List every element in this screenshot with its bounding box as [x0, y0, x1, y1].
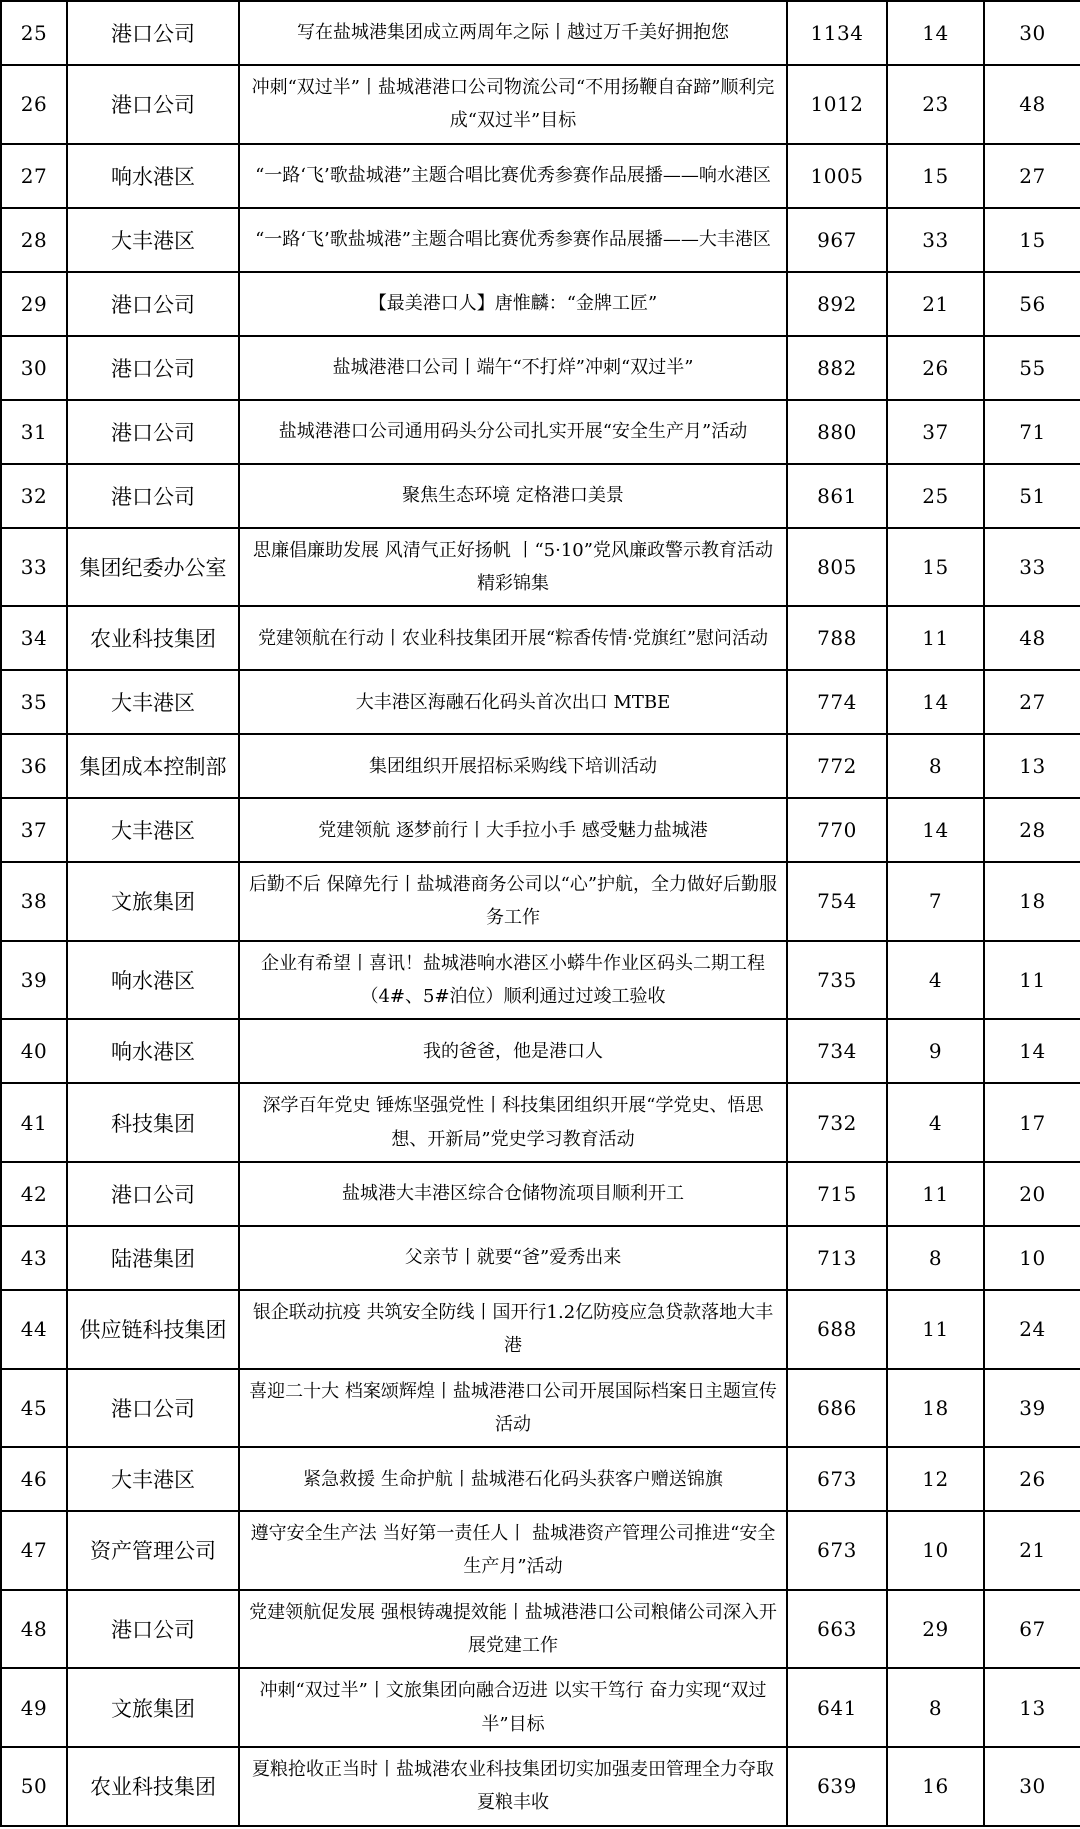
org-cell: 陆港集团 [67, 1226, 239, 1290]
shares-cell: 11 [984, 941, 1080, 1020]
views-cell: 641 [787, 1668, 887, 1747]
likes-cell: 9 [887, 1019, 984, 1083]
views-cell: 639 [787, 1747, 887, 1826]
shares-cell: 13 [984, 1668, 1080, 1747]
views-cell: 754 [787, 862, 887, 941]
views-cell: 770 [787, 798, 887, 862]
title-cell: 大丰港区海融石化码头首次出口 MTBE [239, 670, 787, 734]
table-row [1, 1290, 1080, 1369]
likes-cell: 21 [887, 272, 984, 336]
org-cell: 农业科技集团 [67, 1747, 239, 1826]
shares-cell: 67 [984, 1590, 1080, 1669]
org-cell: 港口公司 [67, 1162, 239, 1226]
likes-cell: 8 [887, 734, 984, 798]
shares-cell: 48 [984, 65, 1080, 144]
views-cell: 788 [787, 606, 887, 670]
title-cell: 思廉倡廉助发展 风清气正好扬帆 丨“5·10”党风廉政警示教育活动精彩锦集 [239, 528, 787, 607]
likes-cell: 4 [887, 941, 984, 1020]
org-cell: 大丰港区 [67, 798, 239, 862]
title-cell: 盐城港大丰港区综合仓储物流项目顺利开工 [239, 1162, 787, 1226]
shares-cell: 48 [984, 606, 1080, 670]
shares-cell: 10 [984, 1226, 1080, 1290]
table-row [1, 941, 1080, 1020]
title-cell: 冲刺“双过半”丨文旅集团向融合迈进 以实干笃行 奋力实现“双过半”目标 [239, 1668, 787, 1747]
table-row [1, 1, 1080, 65]
views-cell: 715 [787, 1162, 887, 1226]
views-cell: 774 [787, 670, 887, 734]
shares-cell: 13 [984, 734, 1080, 798]
org-cell: 港口公司 [67, 65, 239, 144]
rank-cell: 41 [1, 1083, 67, 1162]
likes-cell: 14 [887, 670, 984, 734]
org-cell: 资产管理公司 [67, 1511, 239, 1590]
table-row [1, 670, 1080, 734]
likes-cell: 29 [887, 1590, 984, 1669]
views-cell: 967 [787, 208, 887, 272]
views-cell: 1012 [787, 65, 887, 144]
likes-cell: 15 [887, 528, 984, 607]
org-cell: 响水港区 [67, 144, 239, 208]
table-row [1, 144, 1080, 208]
views-cell: 892 [787, 272, 887, 336]
shares-cell: 30 [984, 1747, 1080, 1826]
shares-cell: 15 [984, 208, 1080, 272]
likes-cell: 33 [887, 208, 984, 272]
views-cell: 732 [787, 1083, 887, 1162]
views-cell: 805 [787, 528, 887, 607]
title-cell: 【最美港口人】唐惟麟：“金牌工匠” [239, 272, 787, 336]
likes-cell: 7 [887, 862, 984, 941]
shares-cell: 30 [984, 1, 1080, 65]
rank-cell: 34 [1, 606, 67, 670]
rank-cell: 33 [1, 528, 67, 607]
likes-cell: 37 [887, 400, 984, 464]
likes-cell: 18 [887, 1369, 984, 1448]
org-cell: 大丰港区 [67, 1447, 239, 1511]
title-cell: 盐城港港口公司丨端午“不打烊”冲刺“双过半” [239, 336, 787, 400]
likes-cell: 11 [887, 1162, 984, 1226]
table-row [1, 464, 1080, 528]
likes-cell: 12 [887, 1447, 984, 1511]
shares-cell: 17 [984, 1083, 1080, 1162]
rank-cell: 49 [1, 1668, 67, 1747]
likes-cell: 4 [887, 1083, 984, 1162]
title-cell: 盐城港港口公司通用码头分公司扎实开展“安全生产月”活动 [239, 400, 787, 464]
title-cell: 父亲节丨就要“爸”爱秀出来 [239, 1226, 787, 1290]
shares-cell: 51 [984, 464, 1080, 528]
rank-cell: 28 [1, 208, 67, 272]
views-cell: 735 [787, 941, 887, 1020]
org-cell: 响水港区 [67, 1019, 239, 1083]
title-cell: “一路‘飞’歌盐城港”主题合唱比赛优秀参赛作品展播——响水港区 [239, 144, 787, 208]
likes-cell: 10 [887, 1511, 984, 1590]
table-row [1, 336, 1080, 400]
table-row [1, 208, 1080, 272]
shares-cell: 26 [984, 1447, 1080, 1511]
shares-cell: 14 [984, 1019, 1080, 1083]
likes-cell: 8 [887, 1226, 984, 1290]
shares-cell: 18 [984, 862, 1080, 941]
views-cell: 734 [787, 1019, 887, 1083]
rank-cell: 50 [1, 1747, 67, 1826]
table-row [1, 1019, 1080, 1083]
shares-cell: 28 [984, 798, 1080, 862]
org-cell: 港口公司 [67, 400, 239, 464]
org-cell: 响水港区 [67, 941, 239, 1020]
title-cell: 集团组织开展招标采购线下培训活动 [239, 734, 787, 798]
likes-cell: 16 [887, 1747, 984, 1826]
shares-cell: 24 [984, 1290, 1080, 1369]
rank-cell: 27 [1, 144, 67, 208]
table-row [1, 65, 1080, 144]
title-cell: 党建领航 逐梦前行丨大手拉小手 感受魅力盐城港 [239, 798, 787, 862]
views-cell: 688 [787, 1290, 887, 1369]
views-cell: 673 [787, 1447, 887, 1511]
views-cell: 1005 [787, 144, 887, 208]
shares-cell: 71 [984, 400, 1080, 464]
title-cell: 我的爸爸，他是港口人 [239, 1019, 787, 1083]
likes-cell: 11 [887, 606, 984, 670]
likes-cell: 15 [887, 144, 984, 208]
rank-cell: 37 [1, 798, 67, 862]
shares-cell: 20 [984, 1162, 1080, 1226]
likes-cell: 25 [887, 464, 984, 528]
rank-cell: 26 [1, 65, 67, 144]
table-row [1, 1162, 1080, 1226]
table-row [1, 1590, 1080, 1669]
title-cell: “一路‘飞’歌盐城港”主题合唱比赛优秀参赛作品展播——大丰港区 [239, 208, 787, 272]
org-cell: 港口公司 [67, 1, 239, 65]
shares-cell: 27 [984, 670, 1080, 734]
shares-cell: 56 [984, 272, 1080, 336]
rank-cell: 30 [1, 336, 67, 400]
shares-cell: 21 [984, 1511, 1080, 1590]
title-cell: 写在盐城港集团成立两周年之际丨越过万千美好拥抱您 [239, 1, 787, 65]
title-cell: 党建领航在行动丨农业科技集团开展“粽香传情·党旗红”慰问活动 [239, 606, 787, 670]
rank-cell: 42 [1, 1162, 67, 1226]
rank-cell: 40 [1, 1019, 67, 1083]
rank-cell: 29 [1, 272, 67, 336]
title-cell: 党建领航促发展 强根铸魂提效能丨盐城港港口公司粮储公司深入开展党建工作 [239, 1590, 787, 1669]
table-row [1, 1083, 1080, 1162]
table-row [1, 1447, 1080, 1511]
org-cell: 大丰港区 [67, 208, 239, 272]
rank-cell: 47 [1, 1511, 67, 1590]
title-cell: 后勤不后 保障先行丨盐城港商务公司以“心”护航，全力做好后勤服务工作 [239, 862, 787, 941]
title-cell: 紧急救援 生命护航丨盐城港石化码头获客户赠送锦旗 [239, 1447, 787, 1511]
rank-cell: 32 [1, 464, 67, 528]
title-cell: 喜迎二十大 档案颂辉煌丨盐城港港口公司开展国际档案日主题宣传活动 [239, 1369, 787, 1448]
rank-cell: 45 [1, 1369, 67, 1448]
org-cell: 集团成本控制部 [67, 734, 239, 798]
title-cell: 遵守安全生产法 当好第一责任人丨 盐城港资产管理公司推进“安全生产月”活动 [239, 1511, 787, 1590]
rank-cell: 48 [1, 1590, 67, 1669]
table-row [1, 1747, 1080, 1826]
org-cell: 港口公司 [67, 464, 239, 528]
views-cell: 880 [787, 400, 887, 464]
table-row [1, 528, 1080, 607]
table-row [1, 400, 1080, 464]
org-cell: 集团纪委办公室 [67, 528, 239, 607]
views-cell: 673 [787, 1511, 887, 1590]
shares-cell: 55 [984, 336, 1080, 400]
org-cell: 文旅集团 [67, 862, 239, 941]
table-row [1, 606, 1080, 670]
table-row [1, 1369, 1080, 1448]
org-cell: 港口公司 [67, 1369, 239, 1448]
title-cell: 深学百年党史 锤炼坚强党性丨科技集团组织开展“学党史、悟思想、开新局”党史学习教育活动 [239, 1083, 787, 1162]
org-cell: 港口公司 [67, 1590, 239, 1669]
views-cell: 686 [787, 1369, 887, 1448]
rank-cell: 36 [1, 734, 67, 798]
rank-cell: 25 [1, 1, 67, 65]
views-cell: 713 [787, 1226, 887, 1290]
views-cell: 861 [787, 464, 887, 528]
table-row [1, 734, 1080, 798]
org-cell: 科技集团 [67, 1083, 239, 1162]
shares-cell: 27 [984, 144, 1080, 208]
table-row [1, 862, 1080, 941]
title-cell: 企业有希望丨喜讯！盐城港响水港区小蟒牛作业区码头二期工程（4#、5#泊位）顺利通过过竣工验收 [239, 941, 787, 1020]
rank-cell: 46 [1, 1447, 67, 1511]
org-cell: 大丰港区 [67, 670, 239, 734]
shares-cell: 33 [984, 528, 1080, 607]
rank-cell: 38 [1, 862, 67, 941]
rank-cell: 31 [1, 400, 67, 464]
table-row [1, 798, 1080, 862]
likes-cell: 14 [887, 1, 984, 65]
title-cell: 夏粮抢收正当时丨盐城港农业科技集团切实加强麦田管理全力夺取夏粮丰收 [239, 1747, 787, 1826]
org-cell: 港口公司 [67, 272, 239, 336]
title-cell: 银企联动抗疫 共筑安全防线丨国开行1.2亿防疫应急贷款落地大丰港 [239, 1290, 787, 1369]
table-row [1, 1511, 1080, 1590]
likes-cell: 8 [887, 1668, 984, 1747]
org-cell: 港口公司 [67, 336, 239, 400]
views-cell: 882 [787, 336, 887, 400]
shares-cell: 39 [984, 1369, 1080, 1448]
table-row [1, 1226, 1080, 1290]
table-row [1, 1668, 1080, 1747]
views-cell: 663 [787, 1590, 887, 1669]
table-row [1, 272, 1080, 336]
org-cell: 农业科技集团 [67, 606, 239, 670]
views-cell: 1134 [787, 1, 887, 65]
org-cell: 文旅集团 [67, 1668, 239, 1747]
likes-cell: 23 [887, 65, 984, 144]
views-cell: 772 [787, 734, 887, 798]
rank-cell: 44 [1, 1290, 67, 1369]
title-cell: 冲刺“双过半”丨盐城港港口公司物流公司“不用扬鞭自奋蹄”顺利完成“双过半”目标 [239, 65, 787, 144]
org-cell: 供应链科技集团 [67, 1290, 239, 1369]
rank-cell: 35 [1, 670, 67, 734]
likes-cell: 11 [887, 1290, 984, 1369]
likes-cell: 14 [887, 798, 984, 862]
rank-cell: 43 [1, 1226, 67, 1290]
title-cell: 聚焦生态环境 定格港口美景 [239, 464, 787, 528]
likes-cell: 26 [887, 336, 984, 400]
rank-cell: 39 [1, 941, 67, 1020]
